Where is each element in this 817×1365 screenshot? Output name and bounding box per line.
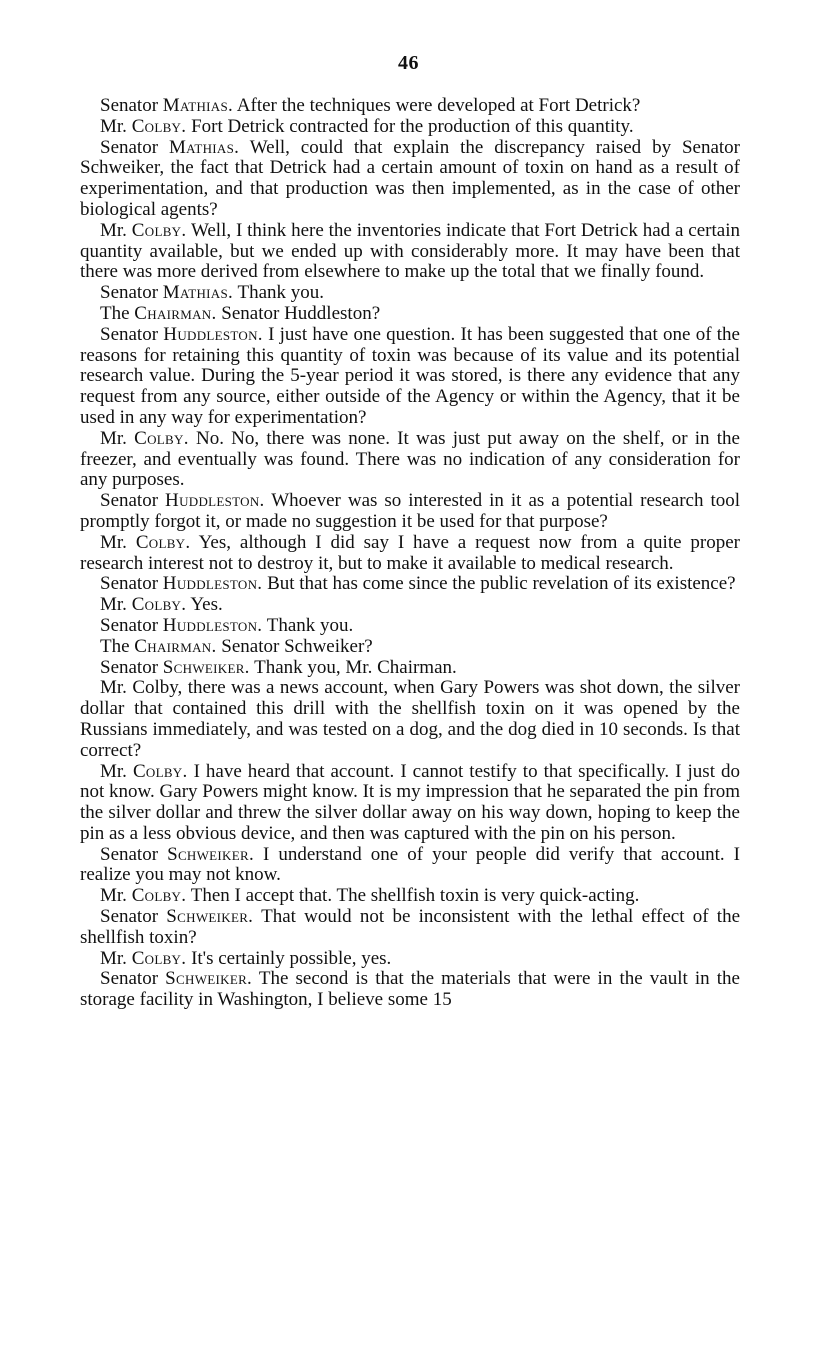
paragraph (80, 96, 740, 117)
paragraph-text: After the techniques were developed at Fort Detrick? (233, 95, 641, 116)
paragraph (80, 533, 740, 575)
speaker-name: Colby. (131, 219, 187, 241)
speaker-name: Schweiker. (165, 968, 253, 990)
paragraph (80, 949, 740, 970)
speaker-name: Mathias. (162, 282, 234, 304)
paragraph (80, 325, 740, 429)
paragraph-text: Yes. (186, 594, 223, 616)
paragraph (80, 678, 740, 761)
speaker-name: Colby. (131, 885, 187, 907)
speaker-name: Mathias. (162, 95, 234, 116)
paragraph (80, 429, 740, 491)
speaker-title: Mr. (100, 531, 136, 553)
paragraph-text: The second is that the materials that were in the vault in the storage facility in Washington, I believe some 15 (80, 968, 740, 1011)
paragraph-text: Yes, although I did say I have a request now from a quite proper research interest not to destroy it, but to make it available to medical research. (80, 531, 740, 574)
speaker-name: Mathias. (168, 136, 240, 158)
speaker-name: Schweiker. (162, 656, 250, 678)
paragraph (80, 304, 740, 325)
page-number: 46 (398, 52, 419, 74)
speaker-name: Schweiker. (166, 906, 254, 928)
speaker-title: Senator (100, 136, 169, 158)
speaker-name: Colby. (131, 947, 187, 969)
paragraph (80, 762, 740, 845)
speaker-name: Colby. (134, 427, 189, 449)
speaker-title: The (100, 302, 135, 324)
paragraph (80, 491, 740, 533)
speaker-title: Senator (100, 843, 168, 865)
paragraph (80, 886, 740, 907)
paragraph (80, 117, 740, 138)
paragraph (80, 574, 740, 595)
speaker-title: Senator (100, 95, 163, 116)
speaker-name: Chairman. (134, 302, 217, 324)
paragraph-text: I understand one of your people did verify that account. I realize you may not know. (80, 843, 741, 886)
speaker-title: Senator (100, 968, 166, 990)
testimony-body (80, 96, 740, 1011)
speaker-name: Chairman. (134, 635, 217, 657)
paragraph-text: Thank you. (262, 614, 354, 636)
paragraph (80, 969, 740, 1011)
speaker-name: Colby. (131, 594, 187, 616)
speaker-title: The (100, 635, 135, 657)
speaker-name: Huddleston. (165, 490, 265, 512)
speaker-title: Mr. (100, 219, 132, 241)
speaker-title: Mr. (100, 947, 132, 969)
speaker-name: Huddleston. (162, 573, 263, 595)
paragraph (80, 907, 740, 949)
speaker-name: Colby. (131, 115, 187, 137)
speaker-title: Senator (100, 490, 166, 512)
speaker-name: Huddleston. (163, 323, 263, 345)
speaker-title: Mr. (100, 594, 132, 616)
paragraph-text: Whoever was so interested in it as a potential research tool promptly forgot it, or made no suggestion it be used for that purpose? (80, 490, 741, 532)
speaker-title: Mr. (100, 885, 132, 907)
paragraph-text: Thank you. (233, 282, 325, 304)
paragraph (80, 845, 740, 887)
speaker-name: Colby. (132, 760, 188, 782)
speaker-title: Mr. (100, 760, 133, 782)
paragraph (80, 658, 740, 679)
speaker-title: Mr. (100, 115, 132, 137)
speaker-title: Senator (100, 656, 163, 678)
paragraph-text: I have heard that account. I cannot testify to that specifically. I just do not know. Gary Powers might know. It is my impression that he separated the pin from the silver dollar and threw the silver dollar away on his way down, hoping to keep the pin as a less obvious device, and then was captured with the pin on his person. (80, 760, 740, 844)
paragraph-text: Then I accept that. The shellfish toxin is very quick-acting. (186, 885, 640, 907)
speaker-title: Senator (100, 282, 163, 304)
speaker-title: Senator (100, 614, 163, 636)
paragraph (80, 138, 740, 221)
paragraph (80, 616, 740, 637)
speaker-title: Senator (100, 323, 164, 345)
paragraph-text: Well, I think here the inventories indicate that Fort Detrick had a certain quantity available, but we ended up with considerably more. It may have been that there was more derived from elsewhere to make up the total that we finally found. (80, 219, 740, 283)
paragraph (80, 595, 740, 616)
paragraph-text: Well, could that explain the discrepancy raised by Senator Schweiker, the fact that Detrick had a certain amount of toxin on hand as a result of experimentation, and that production was then implemented, as in the case of other biological agents? (80, 136, 740, 220)
paragraph-text: Thank you, Mr. Chairman. (249, 656, 457, 678)
paragraph-text: Mr. Colby, there was a news account, when Gary Powers was shot down, the silver dollar that contained this drill with the shellfish toxin on it was opened by the Russians immediately, and was tested on a dog, and the dog died in 10 seconds. Is that correct? (80, 677, 740, 761)
paragraph-text: Senator Huddleston? (216, 302, 381, 324)
paragraph (80, 637, 740, 658)
speaker-name: Schweiker. (167, 843, 254, 865)
paragraph-text: Fort Detrick contracted for the production of this quantity. (186, 115, 634, 137)
paragraph-text: It's certainly possible, yes. (186, 947, 392, 969)
speaker-title: Senator (100, 573, 163, 595)
paragraph-text: But that has come since the public revelation of its existence? (262, 573, 736, 595)
speaker-title: Mr. (100, 427, 135, 449)
paragraph-text: Senator Schweiker? (216, 635, 373, 657)
speaker-name: Colby. (135, 531, 191, 553)
paragraph-text: That would not be inconsistent with the lethal effect of the shellfish toxin? (80, 906, 741, 948)
speaker-name: Huddleston. (162, 614, 263, 636)
paragraph-text: No. No, there was none. It was just put away on the shelf, or in the freezer, and eventually was found. There was no indication of any consideration for any purposes. (80, 427, 740, 491)
paragraph (80, 221, 740, 283)
speaker-title: Senator (100, 906, 167, 928)
paragraph (80, 283, 740, 304)
paragraph-text: I just have one question. It has been suggested that one of the reasons for retaining this quantity of toxin was because of its value and its potential research value. During the 5-year period it was stored, is there any evidence that any request from any source, either outside of the Agency or within the Agency, that it be used in any way for experimentation? (80, 323, 740, 428)
